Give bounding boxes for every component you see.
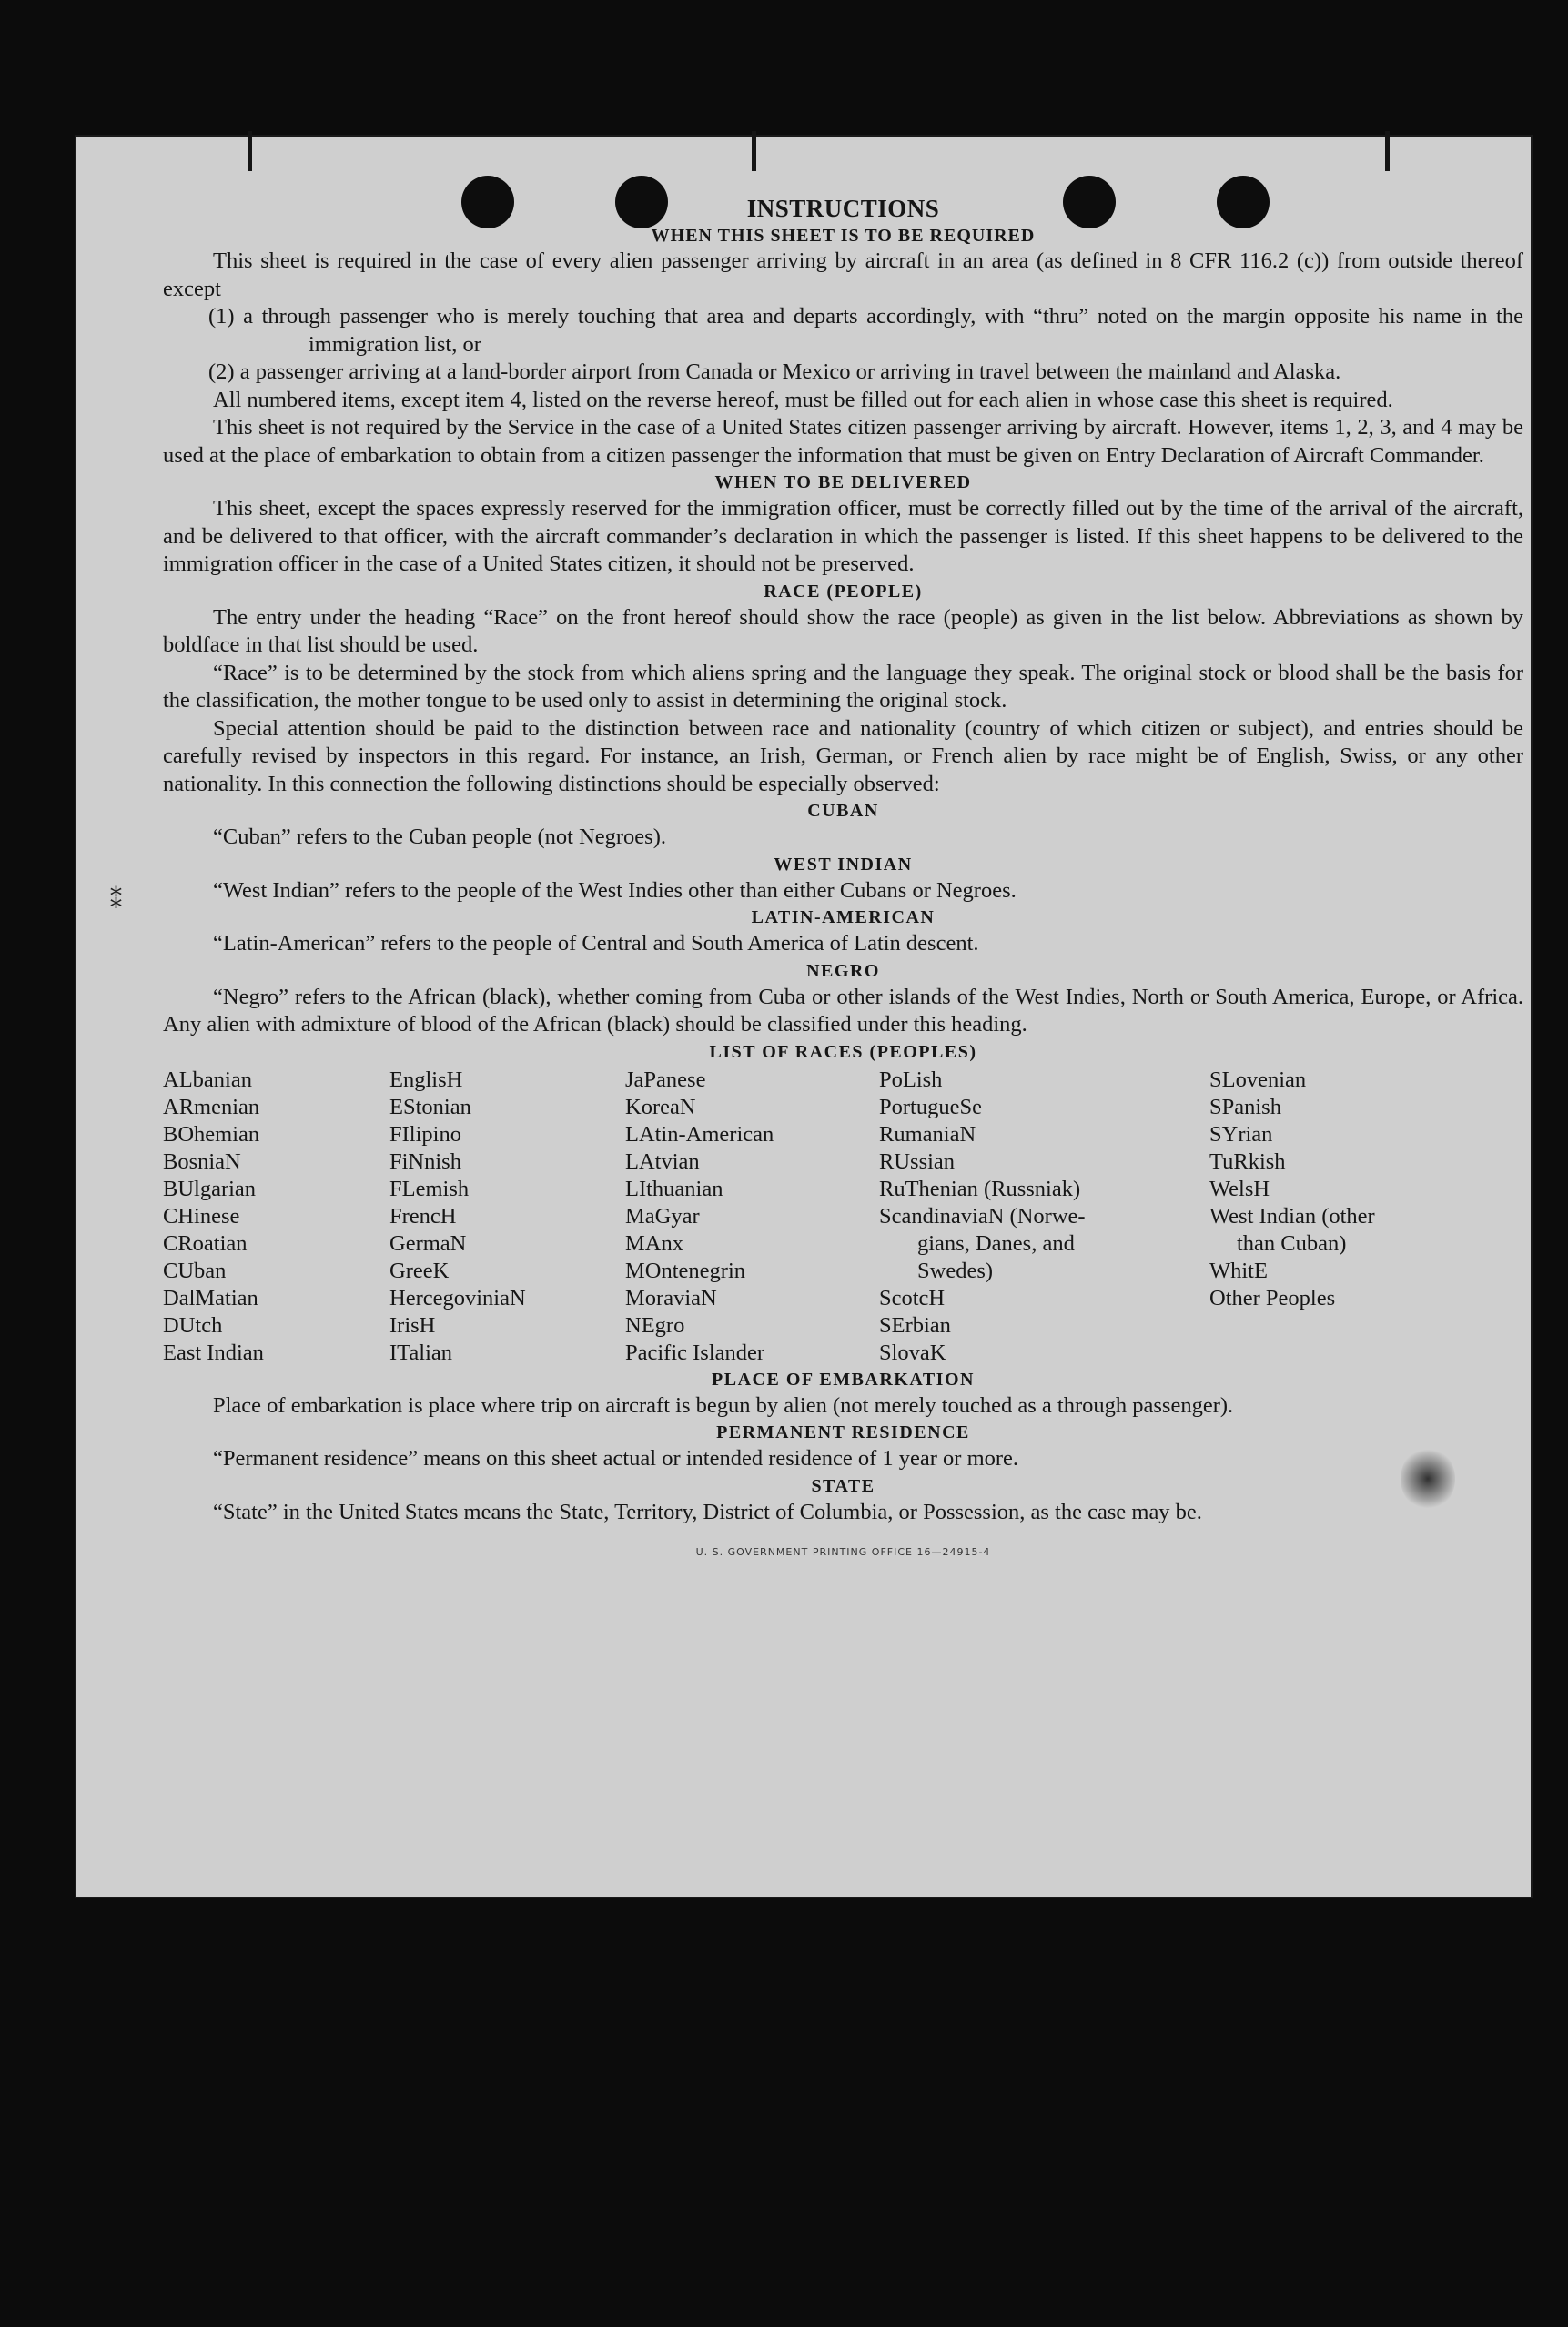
race-column [389,1067,625,1367]
race-item: Swedes) [917,1258,994,1283]
section-heading: RACE (PEOPLE) [764,581,923,602]
race-item: PoLish [879,1067,943,1092]
section-heading: PLACE OF EMBARKATION [712,1369,975,1390]
race-item: Other Peoples [1209,1285,1336,1310]
race-item: GermaN [389,1230,467,1256]
race-item: LIthuanian [625,1176,723,1201]
paragraph: This sheet is required in the case of every alien passenger arriving by aircraft in an area (as defined in 8 CFR 116.2 (c)) from outside thereof except [163,248,1523,301]
race-item: WhitE [1209,1258,1268,1283]
race-item: GreeK [389,1258,450,1283]
race-item: BosniaN [163,1148,241,1174]
race-item: MoraviaN [625,1285,717,1310]
race-item: MOntenegrin [625,1258,745,1283]
race-item: FrencH [389,1203,457,1229]
list-item: (1) a through passenger who is merely touching that area and departs accordingly, with “thru” noted on the margin opposite his name in the immigration list, or [208,304,1523,357]
section-heading: NEGRO [806,960,880,981]
paragraph: “West Indian” refers to the people of the West Indies other than either Cubans or Negroes. [213,877,1017,903]
scan-mark [248,131,252,171]
race-item: FLemish [389,1176,470,1201]
race-item: RumaniaN [879,1121,976,1147]
race-item: gians, Danes, and [917,1230,1075,1256]
race-item: ALbanian [163,1067,252,1092]
race-item: KoreaN [625,1094,696,1119]
race-item: BUlgarian [163,1176,257,1201]
instructions-content [163,193,1523,1567]
race-item: West Indian (other [1209,1203,1375,1229]
race-column [625,1067,879,1367]
paragraph: “Latin-American” refers to the people of Central and South America of Latin descent. [213,931,979,956]
race-item: EStonian [389,1094,471,1119]
race-item: HercegoviniaN [389,1285,526,1310]
race-item: EnglisH [389,1067,463,1092]
race-item: SLovenian [1209,1067,1307,1092]
section-heading: PERMANENT RESIDENCE [716,1422,970,1442]
race-item: East Indian [163,1340,264,1365]
race-item: MaGyar [625,1203,700,1229]
document-sheet [76,137,1531,1897]
race-column [879,1067,1209,1367]
race-item: Pacific Islander [625,1340,765,1365]
race-item: RUssian [879,1148,956,1174]
paragraph: Special attention should be paid to the distinction between race and nationality (country of which citizen or subject), and entries should be carefully revised by inspectors in this regard. For instance, an Irish, German, or French alien by race might be of English, Swiss, or any other nationality. In this connection the following distinctions should be especially observed: [163,715,1523,796]
paragraph: This sheet is not required by the Service in the case of a United States citizen passenger arriving by aircraft. However, items 1, 2, 3, and 4 may be used at the place of embarkation to obtain from a citizen passenger the information that must be given on Entry Declaration of Aircraft Commander. [163,415,1523,468]
paragraph: “Race” is to be determined by the stock from which aliens spring and the language they speak. The original stock or blood shall be the basis for the classification, the mother tongue to be used only to assist in determining the original stock. [163,660,1523,713]
race-item: JaPanese [625,1067,706,1092]
section-heading: STATE [811,1475,875,1496]
page-title: INSTRUCTIONS [746,195,940,222]
race-item: RuThenian (Russniak) [879,1176,1081,1201]
race-item: LAtin-American [625,1121,774,1147]
section-heading: WHEN TO BE DELIVERED [714,472,972,492]
race-item: DalMatian [163,1285,258,1310]
paragraph: Place of embarkation is place where trip on aircraft is begun by alien (not merely touched as a through passenger). [213,1392,1234,1418]
race-item: FiNnish [389,1148,461,1174]
race-item: CUban [163,1258,227,1283]
section-heading: WEST INDIAN [774,854,913,875]
race-item: TuRkish [1209,1148,1286,1174]
paragraph: The entry under the heading “Race” on the front hereof should show the race (people) as given in the list below. Abbreviations as shown by boldface in that list should be used. [163,604,1523,657]
race-item: ScotcH [879,1285,946,1310]
race-item: ARmenian [163,1094,260,1119]
race-item: SErbian [879,1312,951,1338]
section-heading: CUBAN [807,801,879,821]
paragraph: “Permanent residence” means on this sheet actual or intended residence of 1 year or more. [213,1446,1019,1471]
race-item: ScandinaviaN (Norwe- [879,1203,1086,1229]
race-item: WelsH [1209,1176,1270,1201]
paragraph: “Cuban” refers to the Cuban people (not Negroes). [213,825,666,849]
race-item: SlovaK [879,1340,946,1365]
section-heading: LIST OF RACES (PEOPLES) [709,1041,977,1062]
race-item: CRoatian [163,1230,248,1256]
printer-imprint: U. S. GOVERNMENT PRINTING OFFICE 16—24915-4 [695,1546,991,1558]
race-item: LAtvian [625,1148,700,1174]
race-item: than Cuban) [1237,1230,1347,1256]
race-item: CHinese [163,1203,240,1229]
race-column [1209,1067,1446,1367]
race-item: SPanish [1209,1094,1281,1119]
race-item: BOhemian [163,1121,260,1147]
section-heading: LATIN-AMERICAN [751,907,936,927]
race-item: ITalian [389,1340,453,1365]
scan-mark [752,131,756,171]
list-item: (2) a passenger arriving at a land-border airport from Canada or Mexico or arriving in travel between the mainland and Alaska. [208,359,1341,384]
paragraph: “Negro” refers to the African (black), whether coming from Cuba or other islands of the West Indies, North or South America, Europe, or Africa. Any alien with admixture of blood of the African (black) should be classified under this heading. [163,984,1523,1037]
race-list [163,1067,1523,1367]
race-item: IrisH [389,1312,436,1338]
race-item: DUtch [163,1312,223,1338]
race-item: PortugueSe [879,1094,982,1119]
margin-mark: ⁑ [110,887,122,914]
scan-mark [1385,131,1390,171]
race-item: NEgro [625,1312,685,1338]
race-item: MAnx [625,1230,683,1256]
section-heading: WHEN THIS SHEET IS TO BE REQUIRED [651,226,1036,246]
race-item: SYrian [1209,1121,1273,1147]
race-item: FIlipino [389,1121,461,1147]
race-column [163,1067,389,1367]
paragraph: “State” in the United States means the State, Territory, District of Columbia, or Possession, as the case may be. [213,1499,1202,1524]
paragraph: This sheet, except the spaces expressly reserved for the immigration officer, must be correctly filled out by the time of the arrival of the aircraft, and be delivered to that officer, with the aircraft commander’s declaration in which the passenger is listed. If this sheet happens to be delivered to the immigration officer in the case of a United States citizen, it should not be preserved. [163,496,1523,576]
paragraph: All numbered items, except item 4, listed on the reverse hereof, must be filled out for each alien in whose case this sheet is required. [213,387,1393,412]
